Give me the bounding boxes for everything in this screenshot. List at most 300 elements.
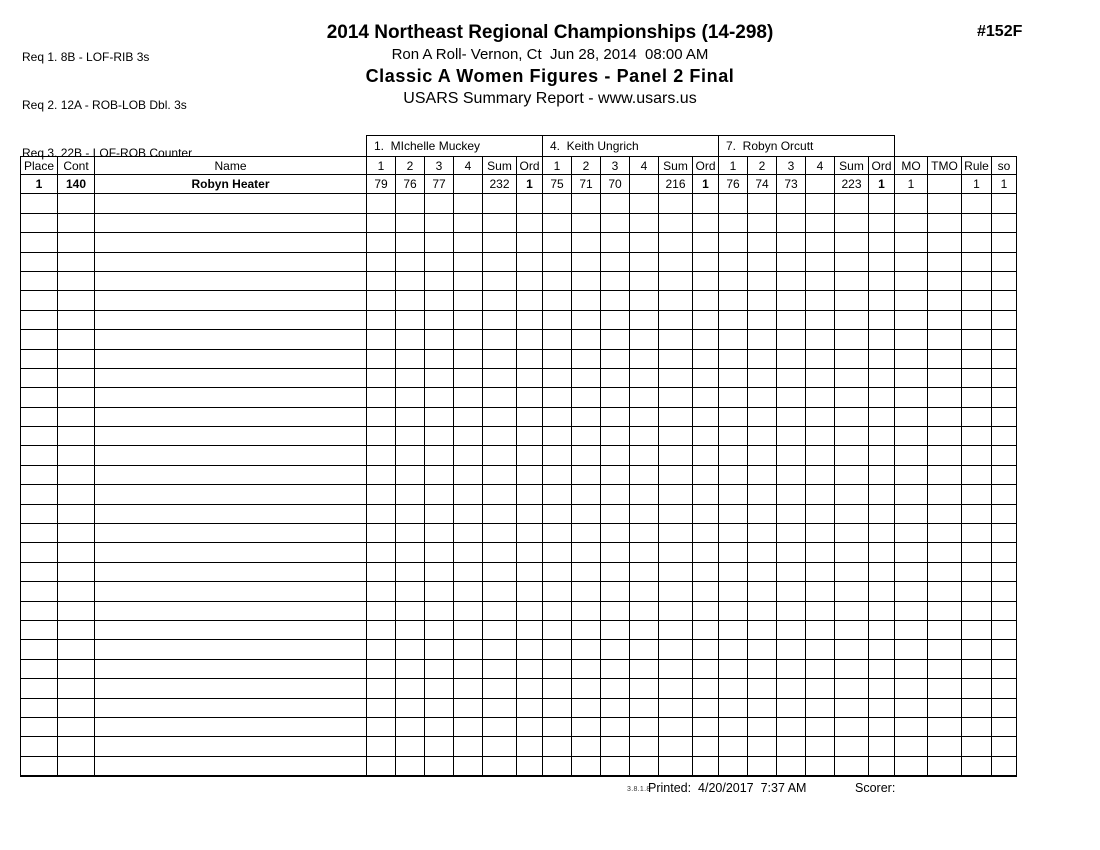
table-row	[21, 175, 1017, 194]
score-cell	[630, 310, 659, 329]
score-cell	[543, 620, 572, 639]
score-cell	[719, 388, 748, 407]
score-cell	[454, 717, 483, 736]
ordinal-cell	[693, 620, 719, 639]
rule-cell	[962, 620, 992, 639]
score-cell	[396, 601, 425, 620]
so-cell: 1	[992, 175, 1017, 194]
ordinal-cell	[517, 543, 543, 562]
skater-name-cell	[95, 349, 367, 368]
empty-table-row	[21, 582, 1017, 601]
score-cell	[748, 659, 777, 678]
sum-cell	[659, 252, 693, 271]
ordinal-cell	[517, 252, 543, 271]
score-cell	[630, 252, 659, 271]
contestant-number-cell	[58, 485, 95, 504]
empty-table-row	[21, 756, 1017, 776]
total-majority-ordinal-cell	[928, 291, 962, 310]
column-header: Sum	[659, 157, 693, 175]
sum-cell	[483, 582, 517, 601]
score-cell	[367, 620, 396, 639]
score-cell	[630, 194, 659, 213]
score-cell	[572, 349, 601, 368]
score-cell	[806, 737, 835, 756]
score-table	[20, 135, 1017, 777]
score-cell	[367, 543, 396, 562]
empty-table-row	[21, 717, 1017, 736]
contestant-number-cell	[58, 756, 95, 776]
score-cell	[367, 213, 396, 232]
skater-name-cell	[95, 427, 367, 446]
so-cell	[992, 717, 1017, 736]
so-cell	[992, 233, 1017, 252]
so-cell	[992, 330, 1017, 349]
skater-name-cell	[95, 330, 367, 349]
score-cell	[777, 562, 806, 581]
score-cell	[572, 756, 601, 776]
ordinal-cell	[869, 756, 895, 776]
rule-cell	[962, 562, 992, 581]
score-cell	[806, 252, 835, 271]
sum-cell	[483, 388, 517, 407]
total-majority-ordinal-cell	[928, 717, 962, 736]
rule-cell	[962, 601, 992, 620]
score-cell	[543, 524, 572, 543]
so-cell	[992, 679, 1017, 698]
total-majority-ordinal-cell	[928, 737, 962, 756]
column-header: 3	[425, 157, 454, 175]
score-cell	[601, 233, 630, 252]
so-cell	[992, 698, 1017, 717]
ordinal-cell	[693, 310, 719, 329]
ordinal-cell	[869, 717, 895, 736]
ordinal-cell	[869, 407, 895, 426]
rule-cell	[962, 679, 992, 698]
place-cell	[21, 679, 58, 698]
empty-table-row	[21, 310, 1017, 329]
majority-ordinal-cell	[895, 756, 928, 776]
empty-table-row	[21, 291, 1017, 310]
score-cell	[719, 659, 748, 678]
score-cell	[425, 252, 454, 271]
score-cell	[396, 485, 425, 504]
total-majority-ordinal-cell	[928, 640, 962, 659]
score-cell	[630, 213, 659, 232]
score-cell	[719, 213, 748, 232]
score-cell	[425, 271, 454, 290]
score-cell	[806, 620, 835, 639]
score-cell	[806, 717, 835, 736]
score-cell	[777, 368, 806, 387]
score-cell	[601, 213, 630, 232]
score-cell	[572, 194, 601, 213]
score-cell	[719, 330, 748, 349]
score-cell	[425, 407, 454, 426]
score-cell	[719, 504, 748, 523]
contestant-number-cell	[58, 717, 95, 736]
score-cell	[543, 543, 572, 562]
sum-cell	[483, 252, 517, 271]
place-cell	[21, 233, 58, 252]
score-cell	[777, 310, 806, 329]
majority-ordinal-cell	[895, 504, 928, 523]
ordinal-cell	[693, 213, 719, 232]
score-cell	[425, 330, 454, 349]
score-cell	[777, 446, 806, 465]
majority-ordinal-cell	[895, 349, 928, 368]
total-majority-ordinal-cell	[928, 330, 962, 349]
contestant-number-cell	[58, 737, 95, 756]
sum-cell	[659, 601, 693, 620]
place-cell	[21, 659, 58, 678]
score-cell	[777, 465, 806, 484]
rule-cell	[962, 659, 992, 678]
score-cell	[543, 330, 572, 349]
majority-ordinal-cell	[895, 698, 928, 717]
score-cell	[367, 659, 396, 678]
score-cell	[454, 562, 483, 581]
sum-cell	[483, 310, 517, 329]
score-cell	[748, 737, 777, 756]
score-cell	[806, 213, 835, 232]
score-cell	[806, 679, 835, 698]
sum-cell	[659, 756, 693, 776]
score-cell	[806, 330, 835, 349]
contestant-number-cell	[58, 330, 95, 349]
score-cell	[367, 756, 396, 776]
score-cell	[806, 291, 835, 310]
score-cell	[425, 213, 454, 232]
ordinal-cell	[517, 446, 543, 465]
score-cell	[543, 427, 572, 446]
score-cell	[572, 717, 601, 736]
score-cell	[601, 310, 630, 329]
majority-ordinal-cell	[895, 737, 928, 756]
skater-name-cell	[95, 717, 367, 736]
score-cell	[748, 194, 777, 213]
total-majority-ordinal-cell	[928, 485, 962, 504]
ordinal-cell	[869, 543, 895, 562]
score-cell	[601, 330, 630, 349]
score-cell	[777, 330, 806, 349]
ordinal-cell	[517, 524, 543, 543]
software-version: 3.8.1.8	[627, 786, 651, 793]
ordinal-cell	[693, 717, 719, 736]
score-cell	[630, 485, 659, 504]
ordinal-cell	[869, 213, 895, 232]
sum-cell	[483, 271, 517, 290]
score-cell	[543, 640, 572, 659]
ordinal-cell	[693, 640, 719, 659]
score-cell	[396, 640, 425, 659]
scorer-label: Scorer:	[855, 781, 896, 795]
score-cell	[454, 291, 483, 310]
score-cell	[425, 233, 454, 252]
sum-cell	[835, 330, 869, 349]
contestant-number-cell	[58, 291, 95, 310]
empty-table-row	[21, 640, 1017, 659]
score-cell	[719, 562, 748, 581]
score-cell	[601, 659, 630, 678]
score-cell	[806, 446, 835, 465]
score-cell	[367, 737, 396, 756]
so-cell	[992, 737, 1017, 756]
score-cell: 70	[601, 175, 630, 194]
score-cell	[367, 601, 396, 620]
event-number: #152F	[977, 23, 1023, 40]
column-header: 4	[806, 157, 835, 175]
score-cell	[806, 698, 835, 717]
empty-table-row	[21, 446, 1017, 465]
empty-table-row	[21, 543, 1017, 562]
score-cell	[454, 427, 483, 446]
empty-table-row	[21, 330, 1017, 349]
score-cell	[719, 252, 748, 271]
score-cell	[719, 679, 748, 698]
ordinal-cell	[869, 368, 895, 387]
empty-table-row	[21, 562, 1017, 581]
sum-cell	[659, 407, 693, 426]
score-cell	[601, 349, 630, 368]
score-cell	[572, 330, 601, 349]
sum-cell	[659, 524, 693, 543]
score-cell	[425, 446, 454, 465]
empty-table-row	[21, 659, 1017, 678]
column-header: Name	[95, 157, 367, 175]
score-cell	[748, 698, 777, 717]
score-cell	[396, 291, 425, 310]
score-cell	[719, 427, 748, 446]
ordinal-cell	[693, 601, 719, 620]
column-header: 4	[454, 157, 483, 175]
report-header	[0, 0, 1100, 108]
rule-cell	[962, 291, 992, 310]
requirement-line: Req 2. 12A - ROB-LOB Dbl. 3s	[22, 98, 187, 112]
skater-name-cell	[95, 679, 367, 698]
score-cell	[777, 524, 806, 543]
total-majority-ordinal-cell	[928, 659, 962, 678]
score-cell	[572, 620, 601, 639]
place-cell	[21, 562, 58, 581]
ordinal-cell: 1	[869, 175, 895, 194]
contestant-number-cell	[58, 659, 95, 678]
band-spacer-right	[895, 136, 1017, 157]
sum-cell	[835, 679, 869, 698]
sum-cell	[659, 427, 693, 446]
score-cell	[425, 756, 454, 776]
score-cell	[777, 213, 806, 232]
so-cell	[992, 562, 1017, 581]
ordinal-cell	[693, 562, 719, 581]
ordinal-cell	[517, 213, 543, 232]
score-cell	[543, 756, 572, 776]
score-cell	[396, 465, 425, 484]
score-cell	[425, 717, 454, 736]
score-cell	[777, 407, 806, 426]
place-cell	[21, 368, 58, 387]
sum-cell	[835, 271, 869, 290]
so-cell	[992, 640, 1017, 659]
score-cell	[367, 330, 396, 349]
contestant-number-cell	[58, 310, 95, 329]
score-cell	[777, 601, 806, 620]
score-cell	[630, 407, 659, 426]
sum-cell	[659, 194, 693, 213]
score-cell	[454, 407, 483, 426]
place-cell	[21, 310, 58, 329]
sum-cell: 216	[659, 175, 693, 194]
score-cell	[601, 679, 630, 698]
place-cell	[21, 756, 58, 776]
column-header: 1	[719, 157, 748, 175]
score-cell	[425, 582, 454, 601]
score-cell	[748, 562, 777, 581]
place-cell: 1	[21, 175, 58, 194]
majority-ordinal-cell	[895, 640, 928, 659]
score-cell	[543, 271, 572, 290]
ordinal-cell	[869, 679, 895, 698]
score-cell	[367, 465, 396, 484]
majority-ordinal-cell	[895, 233, 928, 252]
score-cell	[630, 388, 659, 407]
score-cell	[425, 427, 454, 446]
score-cell	[777, 679, 806, 698]
score-cell	[601, 620, 630, 639]
majority-ordinal-cell	[895, 271, 928, 290]
empty-table-row	[21, 485, 1017, 504]
score-cell	[454, 465, 483, 484]
ordinal-cell	[693, 330, 719, 349]
skater-name-cell	[95, 504, 367, 523]
contestant-number-cell	[58, 465, 95, 484]
score-cell	[396, 562, 425, 581]
sum-cell	[659, 543, 693, 562]
score-cell	[396, 620, 425, 639]
score-cell	[748, 271, 777, 290]
score-cell	[543, 194, 572, 213]
score-cell	[396, 271, 425, 290]
sum-cell	[835, 194, 869, 213]
so-cell	[992, 194, 1017, 213]
place-cell	[21, 543, 58, 562]
ordinal-cell	[517, 388, 543, 407]
skater-name-cell	[95, 310, 367, 329]
score-cell	[572, 659, 601, 678]
score-cell	[543, 698, 572, 717]
skater-name-cell	[95, 562, 367, 581]
skater-name-cell	[95, 446, 367, 465]
total-majority-ordinal-cell	[928, 388, 962, 407]
score-cell	[367, 252, 396, 271]
skater-name-cell	[95, 407, 367, 426]
sum-cell	[659, 465, 693, 484]
score-cell	[601, 562, 630, 581]
score-cell	[396, 756, 425, 776]
place-cell	[21, 737, 58, 756]
empty-table-row	[21, 271, 1017, 290]
ordinal-cell	[693, 737, 719, 756]
so-cell	[992, 368, 1017, 387]
ordinal-cell	[517, 349, 543, 368]
score-cell	[748, 465, 777, 484]
sum-cell	[835, 562, 869, 581]
score-cell	[748, 252, 777, 271]
sum-cell	[835, 465, 869, 484]
contestant-number-cell	[58, 582, 95, 601]
rule-cell	[962, 407, 992, 426]
score-cell	[367, 233, 396, 252]
sum-cell	[483, 717, 517, 736]
score-cell	[454, 310, 483, 329]
score-cell	[396, 252, 425, 271]
score-cell	[777, 543, 806, 562]
column-header: Sum	[835, 157, 869, 175]
rule-cell	[962, 717, 992, 736]
score-cell	[719, 717, 748, 736]
contestant-number-cell	[58, 601, 95, 620]
score-cell	[601, 271, 630, 290]
ordinal-cell	[517, 659, 543, 678]
total-majority-ordinal-cell	[928, 524, 962, 543]
contestant-number-cell: 140	[58, 175, 95, 194]
so-cell	[992, 446, 1017, 465]
empty-table-row	[21, 524, 1017, 543]
place-cell	[21, 446, 58, 465]
score-cell	[367, 698, 396, 717]
score-cell	[425, 465, 454, 484]
score-cell	[748, 388, 777, 407]
score-cell	[572, 601, 601, 620]
skater-name-cell	[95, 582, 367, 601]
contestant-number-cell	[58, 640, 95, 659]
ordinal-cell	[693, 582, 719, 601]
score-cell	[630, 562, 659, 581]
score-cell	[396, 233, 425, 252]
score-cell	[806, 175, 835, 194]
score-cell	[719, 194, 748, 213]
score-cell	[425, 562, 454, 581]
contestant-number-cell	[58, 368, 95, 387]
score-cell	[572, 388, 601, 407]
score-cell	[601, 427, 630, 446]
score-cell	[572, 407, 601, 426]
score-cell	[396, 368, 425, 387]
score-cell	[630, 524, 659, 543]
ordinal-cell	[517, 368, 543, 387]
score-cell	[719, 368, 748, 387]
score-cell	[719, 310, 748, 329]
rule-cell	[962, 252, 992, 271]
rule-cell	[962, 427, 992, 446]
score-cell	[543, 562, 572, 581]
empty-table-row	[21, 388, 1017, 407]
score-cell	[748, 291, 777, 310]
printed-timestamp: Printed: 4/20/2017 7:37 AM	[648, 781, 807, 795]
score-cell	[454, 582, 483, 601]
score-cell	[454, 756, 483, 776]
score-cell	[454, 601, 483, 620]
sum-cell	[483, 368, 517, 387]
score-cell	[396, 659, 425, 678]
empty-table-row	[21, 213, 1017, 232]
place-cell	[21, 330, 58, 349]
score-cell	[630, 175, 659, 194]
score-cell	[806, 407, 835, 426]
score-cell	[367, 485, 396, 504]
ordinal-cell	[517, 427, 543, 446]
score-cell	[748, 717, 777, 736]
sum-cell	[659, 291, 693, 310]
